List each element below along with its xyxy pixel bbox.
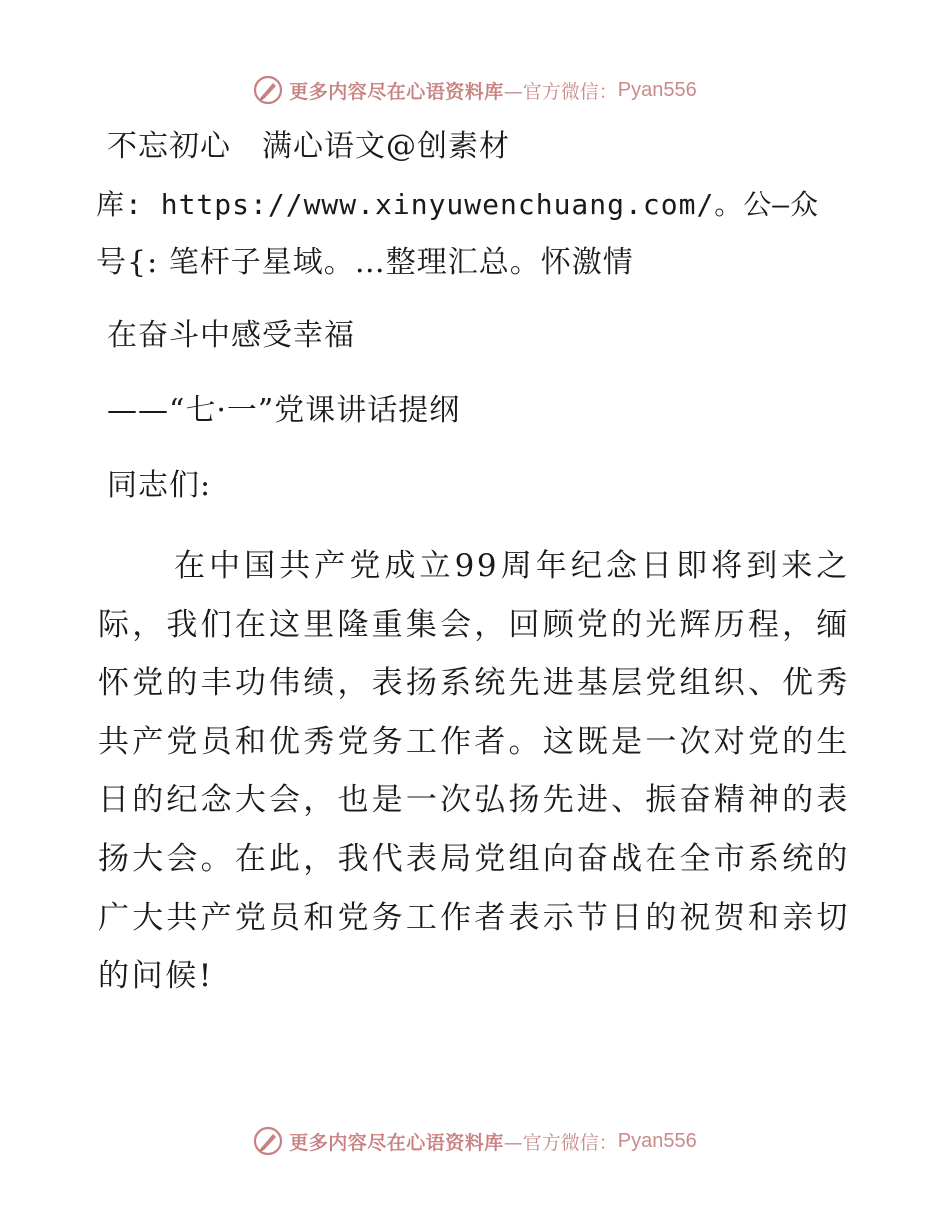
document-title: 在奋斗中感受幸福 — [107, 318, 355, 353]
watermark-separator: —官方微信： — [503, 1131, 618, 1154]
header-line-3: 号{: 笔杆子星域。…整理汇总。怀激情 — [96, 245, 634, 280]
pen-logo-icon — [253, 1126, 283, 1156]
pen-logo-icon — [253, 75, 283, 105]
salutation: 同志们: — [107, 468, 212, 503]
body-paragraph: 在中国共产党成立99周年纪念日即将到来之际，我们在这里隆重集会，回顾党的光辉历程，缅怀党的丰功伟绩，表扬系统先进基层党组织、优秀共产党员和优秀党务工作者。这既是一次对党的生日的纪念大会，也是一次弘扬先进、振奋精神的表扬大会。在此，我代表局党组向奋战在全市系统的广大共产党员和党务工作者表示节日的祝贺和亲切的问候! — [98, 548, 850, 995]
header-line-1: 不忘初心 满心语文@创素材 — [107, 129, 510, 164]
document-subtitle: ——“七·一”党课讲话提纲 — [107, 393, 461, 428]
watermark-wechat-id: Pyan556 — [617, 78, 697, 101]
watermark-separator: —官方微信： — [503, 80, 618, 103]
watermark-wechat-id: Pyan556 — [617, 1129, 697, 1152]
watermark-header — [0, 70, 950, 110]
watermark-text: 更多内容尽在心语资料库 — [289, 1131, 504, 1154]
watermark-text: 更多内容尽在心语资料库 — [289, 80, 504, 103]
header-line-2: 库: https://www.xinyuwenchuang.com/。公—众 — [96, 188, 820, 221]
watermark-footer — [0, 1121, 950, 1161]
